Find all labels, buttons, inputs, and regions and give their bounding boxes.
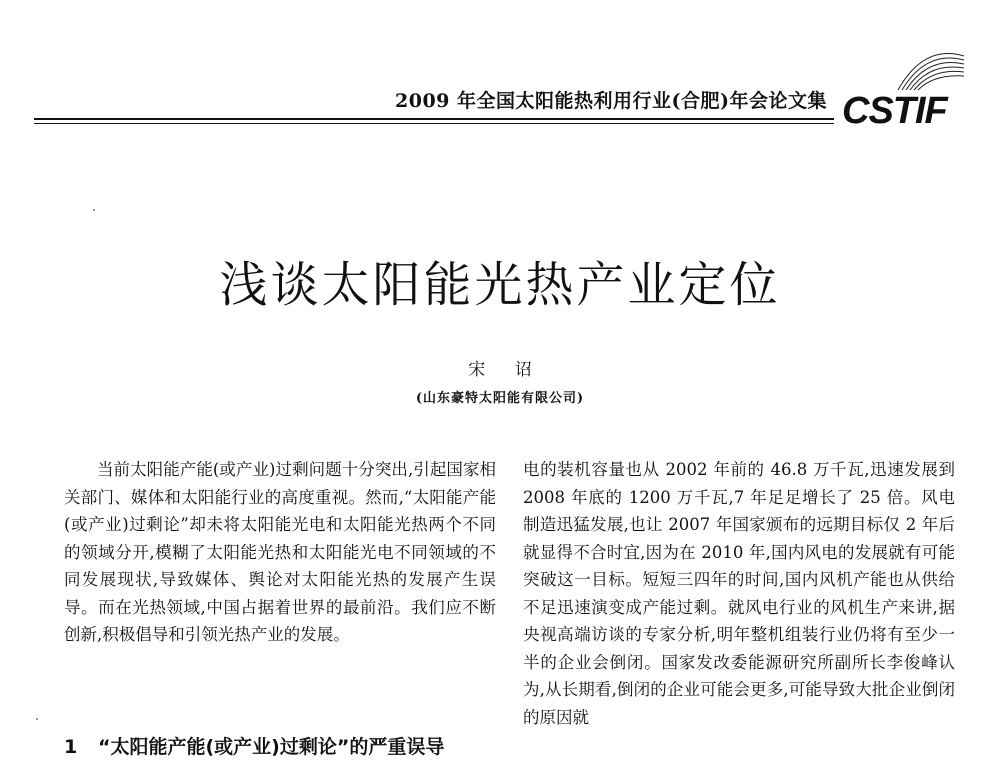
author-affiliation: (山东豪特太阳能有限公司)	[415, 391, 585, 406]
scan-speck	[36, 718, 38, 720]
paper-title: 浅谈太阳能光热产业定位	[219, 257, 781, 313]
left-column	[64, 456, 496, 649]
right-column	[523, 456, 955, 731]
journal-logo	[842, 46, 972, 136]
author-name: 宋 诏	[468, 360, 544, 380]
journal-header-title: 2009 年全国太阳能热利用行业(合肥)年会论文集	[395, 90, 827, 112]
scan-speck	[93, 209, 95, 211]
section-number: 1	[64, 736, 78, 758]
section-title: “太阳能产能(或产业)过剩论”的严重误导	[98, 736, 445, 758]
right-paragraph: 电的装机容量也从 2002 年前的 46.8 万千瓦,迅速发展到 2008 年底的 1200 万千瓦,7 年足足增长了 25 倍。风电制造迅猛发展,也让 2007 年国家颁布的远期目标仅 2 年后就显得不合时宜,因为在 2010 年,国内风电的发展就有可能突破这一目标。短短三四年的时间,国内风机产能也从供给不足迅速演变成产能过剩。就风电行业的风机生产来讲,据央视高端访谈的专家分析,明年整机组装行业仍将有至少一半的企业会倒闭。国家发改委能源研究所副所长李俊峰认为,从长期看,倒闭的企业可能会更多,可能导致大批企业倒闭的原因就	[523, 460, 955, 727]
header-rule-thick	[34, 118, 834, 120]
logo-text: CSTIF	[842, 90, 947, 132]
intro-paragraph: 当前太阳能产能(或产业)过剩问题十分突出,引起国家相关部门、媒体和太阳能行业的高度重视。然而,“太阳能产能(或产业)过剩论”却未将太阳能光电和太阳能光热两个不同的领域分开,模糊了太阳能光热和太阳能光电不同领域的不同发展现状,导致媒体、舆论对太阳能光热的发展产生误导。而在光热领域,中国占据着世界的最前沿。我们应不断创新,积极倡导和引领光热产业的发展。	[64, 460, 496, 644]
logo-arc-icon	[894, 46, 966, 92]
header-rule-thin	[34, 123, 834, 124]
section-heading	[64, 732, 504, 759]
